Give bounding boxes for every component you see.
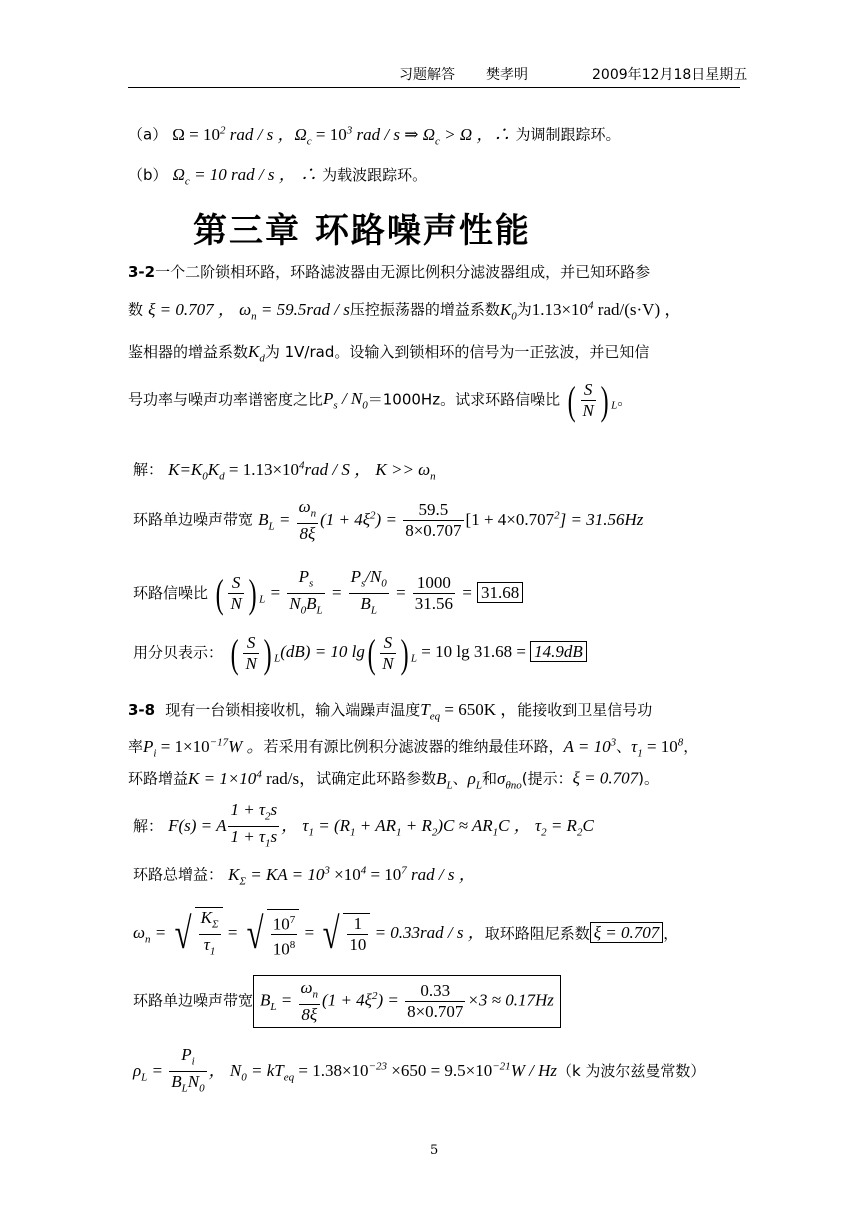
header-author: 樊孝明 [486,67,528,83]
sol38-rho: $\rho_L$ = $\frac{P_i}{B_LN_0}$ ， $N_0 = kT_{eq} = 1.38\times 10^{-23} \times 650 = 9.5\times 10^{-21}W / Hz(k$ 为波尔兹曼常数） [133,1045,706,1095]
sol38-transfer: 解： F(s) = A $\frac{1 + \tau_2s}{1 + \tau_1s}$ ， $\tau_1 = (R_1 + AR_1 + R_2)C \approx AR_1C$ ， $\tau_2 = R_2C$ [133,800,594,850]
sol38-bandwidth: 环路单边噪声带宽 $B_L$ = $\frac{\omega_n}{8\xi}$ $(1 + 4\xi^2)$ = $\frac{0.33}{8\times 0.707}$ ×3 ≈ 0.17Hz [133,975,561,1028]
page-number: 5 [430,1143,439,1158]
sol32-bandwidth: 环路单边噪声带宽 $B_L$ = $\frac{\omega_n}{8\xi}$ $(1 + 4\xi^2)$ = $\frac{59.5}{8\times 0.707}$ $[1 + 4\times 0.707^2] = 31.56Hz$ [133,497,644,544]
sol38-omega: $\omega_n$ = √ $\frac{K_\Sigma}{\tau_1}$ = √ $\frac{10^7}{10^8}$ = √ $\frac{1}{10}$ = 0.33rad / s ，取环路阻尼系数 ξ = 0.707 ， [133,907,678,962]
answer-b: （b） $\Omega_c = 10$ rad / s ， ∴ 为载波跟踪环。 [128,165,428,188]
q38-number: 3-8 [128,701,156,719]
q38-line1: 3-8 现有一台锁相接收机，输入端躁声温度$T_{eq} = 650K$ ，能接收到卫星信号功 [128,700,653,723]
q32-line1: 3-2一个二阶锁相环路，环路滤波器由无源比例积分滤波器组成，并已知环路参 [128,263,651,281]
header-date: 2009年12月18日星期五 [592,67,748,83]
damping-box: ξ = 0.707 [590,922,664,943]
q38-line2: 率$P_i = 1\times 10^{-17}W$ 。若采用有源比例积分滤波器的维纳最佳环路，$A = 10^3$、$\tau_1 = 10^8$， [128,736,699,760]
sol38-total-gain: 环路总增益： $K_\Sigma$ = KA = $10^3 \times 10^4 = 10^7$ rad / s ， [133,864,476,888]
header-rule [128,87,740,88]
q32-line3: 鉴相器的增益系数$K_d$为 1V/rad。设输入到锁相环的信号为一正弦波，并已知信 [128,342,650,365]
header-section: 习题解答 [399,67,455,83]
q32-line4: 号功率与噪声功率谱密度之比$P_s / N_0=1000Hz$。试求环路信噪比 ( $\frac{S}{N}$ ) $_L$。 [128,377,633,423]
answer-a: （a） $\Omega = 10^2$ rad / s ，$\Omega_c = 10^3$ rad / s ⇒ $\Omega_c > \Omega$ ，∴ 为调制跟踪环。 [128,124,621,148]
q32-line2: 数 ξ = 0.707 ， $\omega_n = 59.5rad / s$压控振荡器的增益系数$K_0$为$1.13\times 10^4$ rad/(s·V) ， [128,299,682,323]
sol32-snr: 环路信噪比 ( $\frac{S}{N}$ ) $_L$ = $\frac{P_s}{N_0B_L}$ = $\frac{P_s/N_0}{B_L}$ = $\frac{1000}{31.56}$ = 31.68 [133,567,523,621]
sol32-k: 解： $K=K_0K_d = 1.13\times 10^4rad / S$ ， $K >> \omega_n$ [133,459,436,483]
q38-line3: 环路增益$K = 1\times 10^4$ rad/s，试确定此环路参数$B_L$、$\rho_L$和$\sigma_{\theta no}$(提示：ξ = 0.707)。 [128,768,659,792]
sol32-db: 用分贝表示： ( $\frac{S}{N}$ ) $_L$(dB) = 10 lg( $\frac{S}{N}$ ) $_L$ = 10 lg 31.68 = 14.9dB [133,633,587,674]
answer-a-math: $\Omega = 10^2$ rad / s ，$\Omega_c = 10^3$ rad / s ⇒ $\Omega_c > \Omega$ ，∴ [172,124,511,148]
answer-b-math: $\Omega_c = 10$ rad / s ， ∴ [172,165,317,188]
chapter-title: 第三章 环路噪声性能 [193,211,531,251]
snr-result-box: 31.68 [477,582,523,603]
db-result-box: 14.9dB [530,641,587,662]
bandwidth-box: $B_L$ = $\frac{\omega_n}{8\xi}$ $(1 + 4\xi^2)$ = $\frac{0.33}{8\times 0.707}$ ×3 ≈ 0.17Hz [253,975,561,1028]
q32-number: 3-2 [128,263,156,281]
